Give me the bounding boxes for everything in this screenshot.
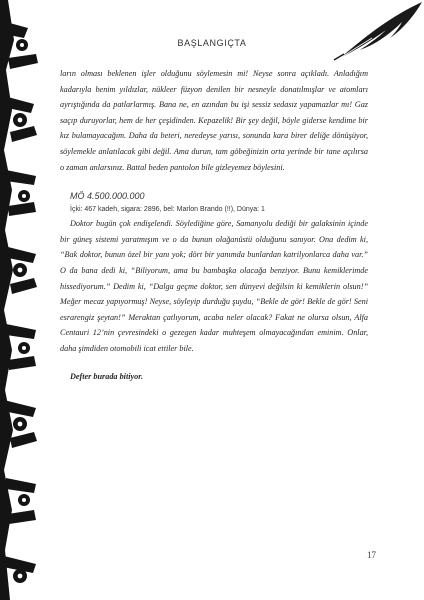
running-header: BAŞLANGIÇTA (177, 38, 247, 48)
paragraph-continuation: ların olması beklenen işler olduğunu söylemesin mi! Neyse sonra açıkladı. Anladığım kadarıyla benim yıldızlar, nükleer füzyon denilen bir nesneyle donatılmışlar ve atomları ayrıştığında da patlarlarmış. Bana ne, en azından bu işi sessiz sedasız yapamazlar mı! Gaz saçıp duruyorlar, hem de her çeşidinden. Kepazelik! Bir şey değil, böyle giderse kendime bir kız bulamayacağım. Daha da beteri, neredeyse yarısı, sonunda kara birer deliğe dönüşüyor, söylemekle anlatılacak gibi değil. Ama durun, tam göbeğinizin orta yerinde bir tane açılırsa o zaman anlarsınız. Battal beden pantolon bile gizleyemez böylesini. (60, 69, 368, 172)
page-body (60, 66, 368, 384)
diary-entry-paragraph: Doktor bugün çok endişelendi. Söylediğine göre, Samanyolu dediği bir galaksinin içinde bir güneş sistemi yaratmışım ve o da bunun olağanüstü olduğunu sanıyor. Ona dedim ki, “Bak doktor, bunun özel bir yanı yok; dört bir yanımda bunlardan katrilyonlarca daha var.” O da bana dedi ki, “Biliyorum, ama bu bambaşka olacağa benziyor. Bunu kemiklerimde hissediyorum.” Dedim ki, “Dalga geçme doktor, sen dünyevi değilsin ki kemiklerin olsun!” Meğer mecaz yapıyormuş! Neyse, söyleyip durduğu şuydu, “Bekle de gör! Bekle de gör! Seni esrarengiz şeytan!” Meraktan çatlıyorum, acaba neler olacak? Fakat ne olursa olsun, Alfa Centauri 12’nin çevresindeki o gezegen kadar muhteşem olmayacağından eminim. Onlar, daha şimdiden otomobili icat ettiler bile. (60, 219, 368, 353)
diary-entry-title: MÖ 4.500.000.000 (70, 191, 145, 202)
gear-ornament-icon (0, 0, 46, 600)
diary-entry-meta: İçki: 467 kadeh, sigara: 2896, bel: Marlon Brando (!!), Dünya: 1 (70, 206, 265, 214)
ending-note: Defter burada bitiyor. (70, 371, 144, 381)
quill-icon (332, 0, 424, 62)
page-number: 17 (367, 550, 376, 560)
